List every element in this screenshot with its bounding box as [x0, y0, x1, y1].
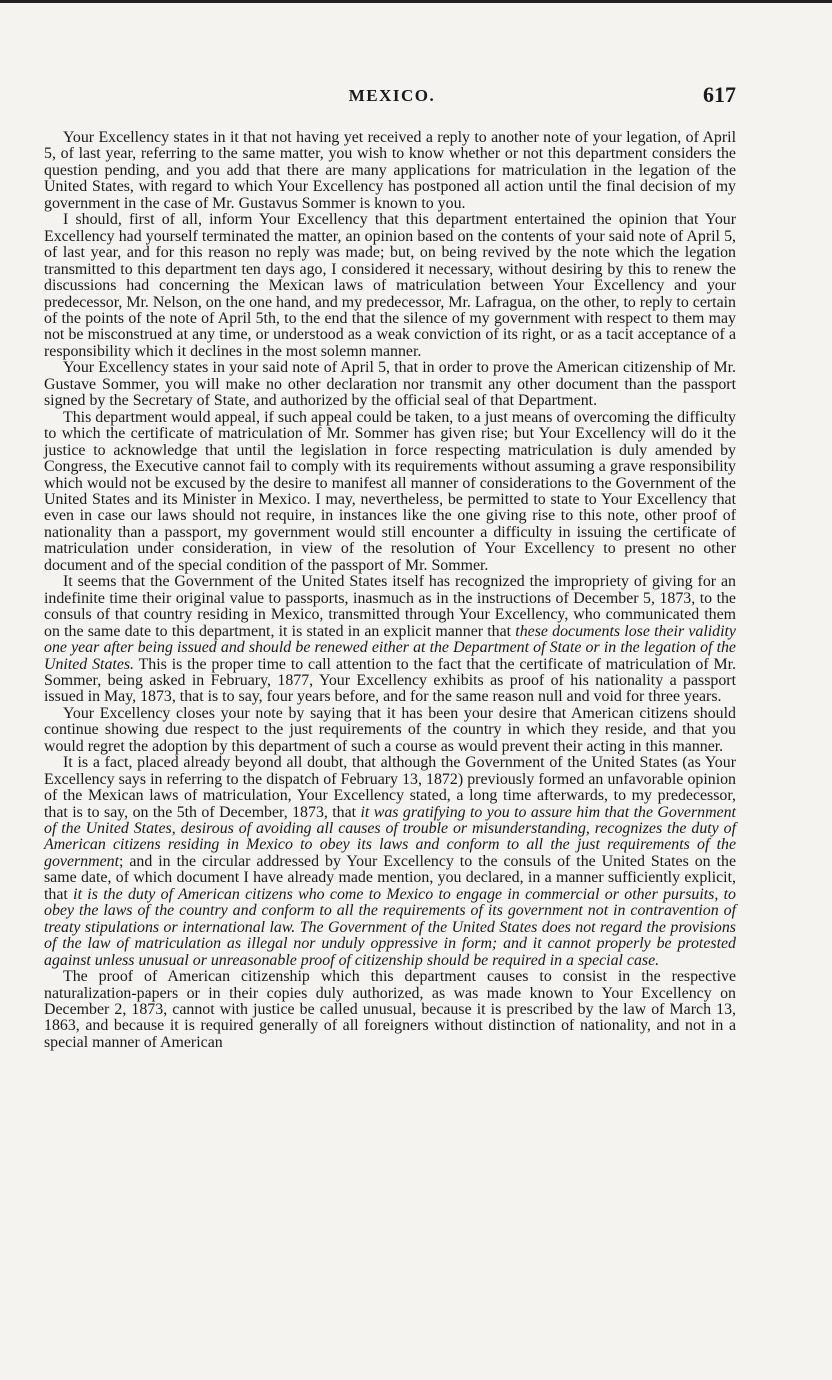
paragraph	[44, 755, 736, 969]
text-run: these documents lose their validity one year after being issued and should be renewed either at the Department of State or in the legation of the United States.	[44, 622, 736, 673]
paragraph	[44, 574, 736, 706]
text-run: ; and in the circular addressed by Your Excellency to the consuls of the United States on the same date, of which document I have already made mention, you declared, in a manner sufficiently explicit, that	[44, 852, 736, 903]
text-run: It is a fact, placed already beyond all doubt, that although the Government of the United States (as Your Excellency says in referring to the dispatch of February 13, 1872) previously formed an unfavorable opinion of the Mexican laws of matriculation, Your Excellency stated, a long time afterwards, to my predecessor, that is to say, on the 5th of December, 1873, that	[44, 754, 736, 821]
body-text	[44, 130, 736, 1051]
text-run: This is the proper time to call attention to the fact that the certificate of matriculation of Mr. Sommer, being asked in February, 1877, Your Excellency exhibits as proof of his nationality a passport issued in May, 1873, that is to say, four years before, and for the same reason null and void for three years.	[44, 655, 736, 706]
text-run: It seems that the Government of the United States itself has recognized the impropriety of giving for an indefinite time their original value to passports, inasmuch as in the instructions of December 5, 1873, to the consuls of that country residing in Mexico, transmitted through Your Excellency, who communicated them on the same date to this department, it is stated in an explicit manner that	[44, 573, 736, 640]
text-run: it is the duty of American citizens who come to Mexico to engage in commercial or other pursuits, to obey the laws of the country and conform to all the requirements of its government not in contravention of treaty stipulations or international law. The Government of the United States does not regard the provisions of the law of matriculation as illegal nor unduly oppressive in form; and it cannot properly be protested against unless unusual or unreasonable proof of citizenship should be required in a special case.	[44, 885, 736, 969]
paragraph	[44, 410, 736, 575]
paragraph	[44, 360, 736, 409]
top-rule	[0, 0, 832, 3]
text-run: Your Excellency states in it that not having yet received a reply to another note of your legation, of April 5, of last year, referring to the same matter, you wish to know whether or not this department considers the question pending, and you add that there are many applications for matriculation in the legation of the United States, with regard to which Your Excellency has postponed all action until the final decision of my government in the case of Mr. Gustavus Sommer is known to you.	[44, 129, 736, 212]
paragraph	[44, 706, 736, 755]
paragraph	[44, 130, 736, 212]
text-run: I should, first of all, inform Your Excellency that this department entertained the opinion that Your Excellency had yourself terminated the matter, an opinion based on the contents of your said note of April 5, of last year, and for this reason no reply was made; but, on being revived by the note which the legation transmitted to this department ten days ago, I considered it necessary, without desiring by this to renew the discussions had concerning the Mexican laws of matriculation between Your Excellency and your predecessor, Mr. Nelson, on the one hand, and my predecessor, Mr. Lafragua, on the other, to reply to certain of the points of the note of April 5th, to the end that the silence of my government with respect to them may not be misconstrued at any time, or understood as a weak conviction of its right, or as a tacit acceptance of a responsibility which it declines in the most solemn manner.	[44, 211, 736, 360]
text-run: Your Excellency states in your said note of April 5, that in order to prove the American citizenship of Mr. Gustave Sommer, you will make no other declaration nor transmit any other document than the passport signed by the Secretary of State, and authorized by the official seal of that Department.	[44, 359, 736, 410]
text-run: The proof of American citizenship which this department causes to consist in the respective naturalization-papers or in their copies duly authorized, as was made known to Your Excellency on December 2, 1873, cannot with justice be called unusual, because it is prescribed by the law of March 13, 1863, and because it is required generally of all foreigners without distinction of nationality, and not in a special manner of American	[44, 968, 736, 1051]
paragraph	[44, 212, 736, 360]
paragraph	[44, 969, 736, 1051]
text-run: it was gratifying to you to assure him that the Government of the United States, desirous of avoiding all causes of trouble or misunderstanding, recognizes the duty of American citizens residing in Mexico to obey its laws and conform to all the just requirements of the government	[44, 803, 736, 870]
running-head: MEXICO.	[348, 86, 436, 105]
text-run: Your Excellency closes your note by saying that it has been your desire that American citizens should continue showing due respect to the just requirements of the country in which they reside, and that you would regret the adoption by this department of such a course as would prevent their acting in this manner.	[44, 704, 736, 755]
page-number: 617	[703, 82, 736, 107]
text-run: This department would appeal, if such appeal could be taken, to a just means of overcoming the difficulty to which the certificate of matriculation of Mr. Sommer has given rise; but Your Excellency will do it the justice to acknowledge that until the legislation in force respecting matriculation is duly amended by Congress, the Executive cannot fail to comply with its requirements without assuming a grave responsibility which would not be excused by the desire to manifest all manner of considerations to the Government of the United States and its Minister in Mexico. I may, nevertheless, be permitted to state to Your Excellency that even in case our laws should not require, in instances like the one giving rise to this note, other proof of nationality than a passport, my government would still encounter a difficulty in issuing the certificate of matriculation under consideration, in view of the resolution of Your Excellency to present no other document and of the special condition of the passport of Mr. Sommer.	[44, 408, 736, 574]
page-header	[44, 82, 740, 116]
